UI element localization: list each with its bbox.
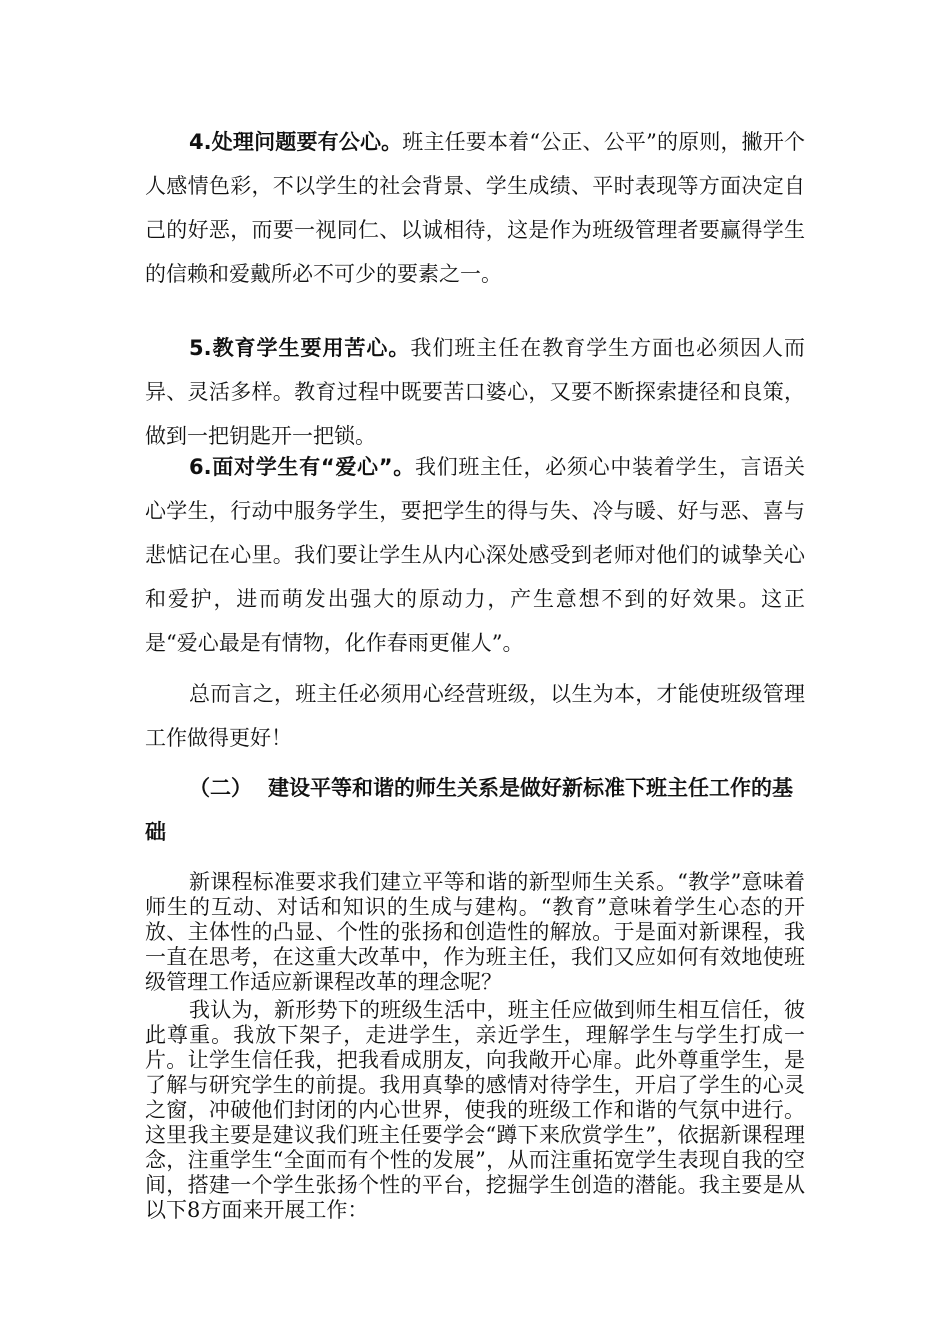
section-title: 建设平等和谐的师生关系是做好新标准下班主任工作的基础 bbox=[145, 776, 793, 844]
summary-paragraph: 总而言之，班主任必须用心经营班级，以生为本，才能使班级管理工作做得更好！ bbox=[145, 682, 805, 750]
paragraph-point-4 bbox=[145, 120, 805, 296]
point-4-lead: 4.处理问题要有公心。 bbox=[189, 130, 403, 154]
point-6-body: 我们班主任，必须心中装着学生，言语关心学生，行动中服务学生，要把学生的得与失、冷与暖、好与恶、喜与悲惦记在心里。我们要让学生从内心深处感受到老师对他们的诚挚关心和爱护，进而萌发出强大的原动力，产生意想不到的好效果。这正是“爱心最是有情物，化作春雨更催人”。 bbox=[145, 455, 806, 655]
point-5-lead: 5.教育学生要用苦心。 bbox=[189, 336, 411, 360]
paragraph-point-5 bbox=[145, 326, 805, 458]
paragraph-point-6 bbox=[145, 445, 805, 665]
section-number: （二） bbox=[189, 776, 252, 800]
point-5-body: 我们班主任在教育学生方面也必须因人而异、灵活多样。教育过程中既要苦口婆心，又要不断探索捷径和良策，做到一把钥匙开一把锁。 bbox=[145, 336, 805, 448]
curriculum-paragraph: 新课程标准要求我们建立平等和谐的新型师生关系。“教学”意味着师生的互动、对话和知识的生成与建构。“教育”意味着学生心态的开放、主体性的凸显、个性的张扬和创造性的解放。于是面对新课程，我一直在思考，在这重大改革中，作为班主任，我们又应如何有效地使班级管理工作适应新课程改革的理念呢？ bbox=[145, 870, 805, 994]
point-6-lead: 6.面对学生有“爱心”。 bbox=[189, 455, 415, 479]
point-4-body: 班主任要本着“公正、公平”的原则，撇开个人感情色彩，不以学生的社会背景、学生成绩、平时表现等方面决定自己的好恶，而要一视同仁、以诚相待，这是作为班级管理者要赢得学生的信赖和爱戴所必不可少的要素之一。 bbox=[145, 130, 805, 286]
section-heading bbox=[145, 766, 805, 854]
teacher-student-paragraph: 我认为，新形势下的班级生活中，班主任应做到师生相互信任，彼此尊重。我放下架子，走进学生，亲近学生，理解学生与学生打成一片。让学生信任我，把我看成朋友，向我敞开心扉。此外尊重学生，是了解与研究学生的前提。我用真挚的感情对待学生，开启了学生的心灵之窗，冲破他们封闭的内心世界，使我的班级工作和谐的气氛中进行。这里我主要是建议我们班主任要学会“蹲下来欣赏学生”，依据新课程理念，注重学生“全面而有个性的发展”，从而注重拓宽学生表现自我的空间，搭建一个学生张扬个性的平台，挖掘学生创造的潜能。我主要是从以下8方面来开展工作： bbox=[145, 998, 805, 1222]
